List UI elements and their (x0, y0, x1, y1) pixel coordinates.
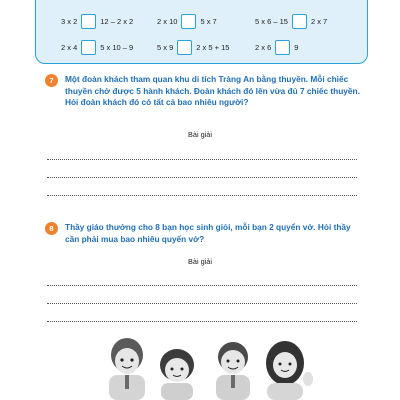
student-figure (160, 349, 194, 400)
problem-number-badge: 8 (45, 222, 58, 235)
answer-box[interactable] (181, 14, 196, 29)
answer-box[interactable] (177, 40, 192, 55)
answer-box[interactable] (81, 14, 96, 29)
answer-line[interactable] (47, 159, 357, 160)
answer-box[interactable] (292, 14, 307, 29)
comparison-item (255, 38, 298, 56)
left-expression: 2 x 10 (157, 16, 178, 26)
comparison-item (61, 38, 133, 56)
left-expression: 2 x 6 (255, 42, 272, 52)
student-figure (109, 338, 145, 400)
comparison-item (61, 12, 133, 30)
left-expression: 2 x 4 (61, 42, 78, 52)
problem-number-badge: 7 (45, 74, 58, 87)
answer-line[interactable] (47, 195, 357, 196)
students-illustration (95, 335, 315, 400)
solution-label: Bài giải (188, 257, 212, 266)
answer-box[interactable] (81, 40, 96, 55)
comparison-panel (35, 0, 368, 64)
left-expression: 5 x 9 (157, 42, 174, 52)
right-expression: 9 (294, 42, 299, 52)
student-figure (216, 342, 250, 400)
answer-line[interactable] (47, 285, 357, 286)
answer-box[interactable] (275, 40, 290, 55)
problem-text: Một đoàn khách tham quan khu di tích Tràng An bằng thuyền. Mỗi chiếc thuyền chở được 5 hành khách. Đoàn khách đó lên vừa đủ 7 chiếc thuyền. Hỏi đoàn khách đó có tất cả bao nhiêu người? (65, 74, 360, 107)
answer-line[interactable] (47, 177, 357, 178)
left-expression: 5 x 6 – 15 (255, 16, 288, 26)
answer-line[interactable] (47, 321, 357, 322)
right-expression: 12 – 2 x 2 (100, 16, 134, 26)
right-expression: 2 x 7 (310, 16, 328, 26)
comparison-item (255, 12, 327, 30)
comparison-item (157, 12, 217, 30)
problem-text: Thầy giáo thưởng cho 8 bạn học sinh giỏi, mỗi bạn 2 quyển vở. Hỏi thầy cần phải mua bao nhiêu quyển vở? (65, 222, 351, 244)
student-figure (266, 341, 313, 400)
solution-label: Bài giải (188, 130, 212, 139)
right-expression: 2 x 5 + 15 (196, 42, 230, 52)
comparison-row (36, 38, 367, 56)
answer-line[interactable] (47, 303, 357, 304)
right-expression: 5 x 10 – 9 (100, 42, 134, 52)
left-expression: 3 x 2 (61, 16, 78, 26)
comparison-row (36, 12, 367, 30)
right-expression: 5 x 7 (200, 16, 217, 26)
comparison-item (157, 38, 229, 56)
